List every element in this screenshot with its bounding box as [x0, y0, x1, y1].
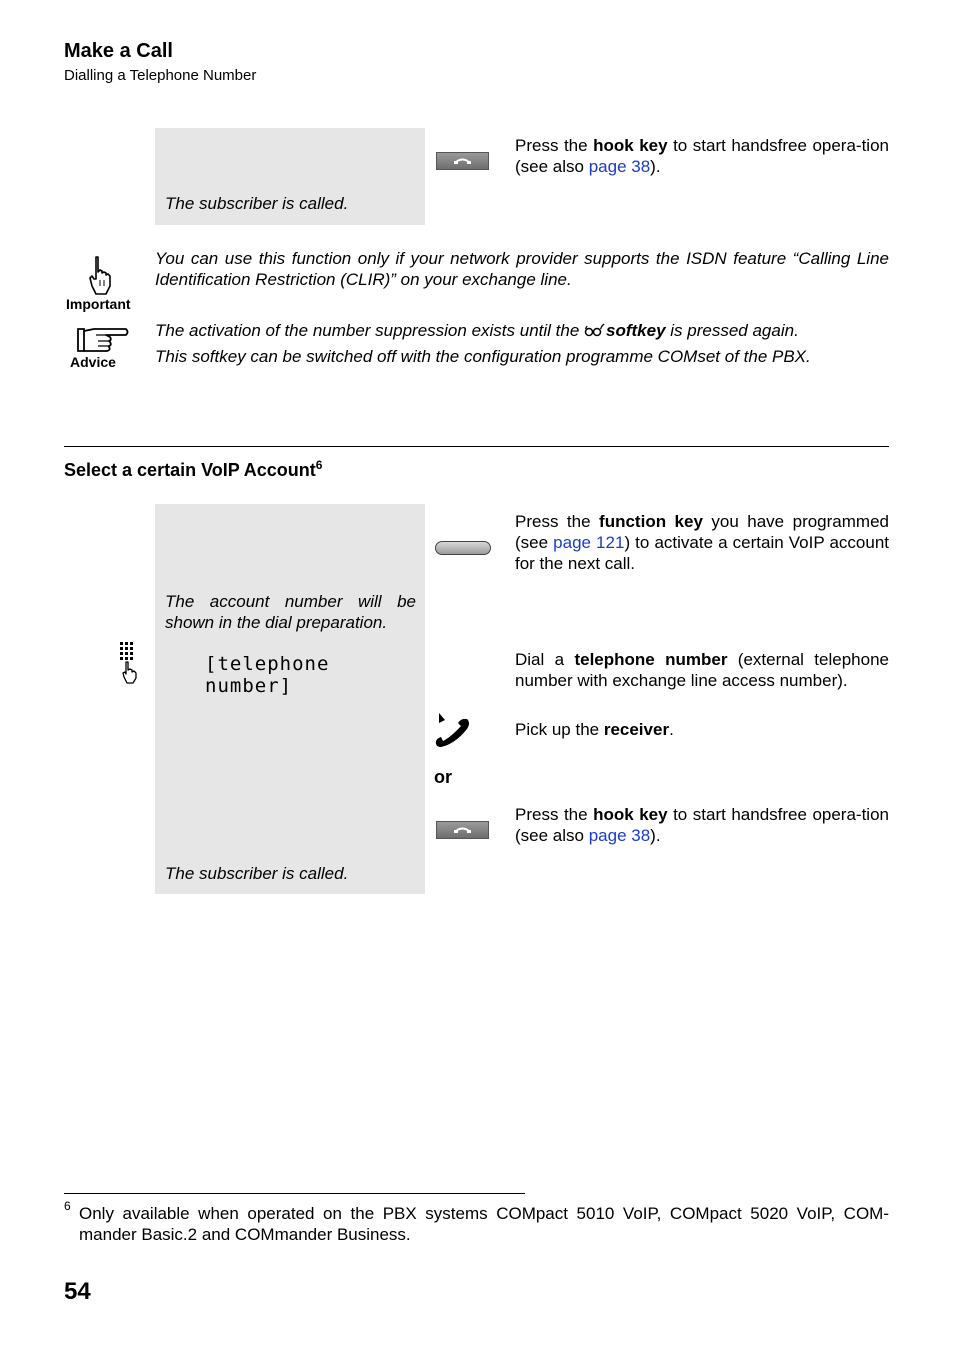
- handset-icon: [433, 711, 473, 749]
- hand-index-icon: [76, 325, 130, 353]
- function-key-icon: [435, 541, 491, 555]
- page-link[interactable]: page 38: [588, 157, 651, 176]
- or-label: or: [434, 767, 452, 787]
- chapter-title: Make a Call: [64, 40, 173, 62]
- display-box-top: [155, 128, 425, 225]
- softkey-glasses-icon: [584, 321, 606, 335]
- display-text: The subscriber is called.: [165, 194, 349, 213]
- pointing-hand-icon: [84, 254, 116, 296]
- page-number: 54: [64, 1278, 91, 1305]
- advice-line-2: This softkey can be switched off with the configuration programme COMset of the PBX.: [155, 347, 811, 366]
- keypad-icon: [116, 640, 142, 684]
- display-box-voip: [155, 504, 425, 894]
- footnote-number: 6: [64, 1199, 71, 1213]
- pickup-instruction: Pick up the receiver.: [515, 720, 674, 739]
- advice-label: Advice: [70, 354, 116, 370]
- function-key-instruction: Press the function key you have programmed (see page 121) to activate a certain VoIP account for the next call.: [515, 512, 890, 573]
- footnote-ref[interactable]: 6: [315, 458, 323, 472]
- section-title: Select a certain VoIP Account$^6$: [64, 458, 323, 480]
- display-text-called: The subscriber is called.: [165, 864, 349, 883]
- footnote-text: Only available when operated on the PBX systems COMpact 5010 VoIP, COMpact 5020 VoIP, COM-mander Basic.2 and COMmander Business.: [79, 1204, 889, 1244]
- chapter-subtitle: Dialling a Telephone Number: [64, 67, 257, 84]
- page-link[interactable]: page 38: [588, 826, 651, 845]
- dial-instruction: Dial a telephone number (external telephone number with exchange line access number).: [515, 650, 889, 690]
- display-text-account: The account number will be shown in the dial preparation.: [165, 592, 416, 632]
- hook-key-instruction: Press the hook key to start handsfree opera-tion (see also page 38).: [515, 805, 889, 845]
- important-text: You can use this function only if your network provider supports the ISDN feature “Calling Line Identification Restriction (CLIR)” on your exchange line.: [155, 249, 889, 289]
- hook-key-icon: [436, 152, 489, 170]
- hook-key-icon: [436, 821, 489, 839]
- important-label: Important: [66, 296, 131, 312]
- hook-key-instruction: Press the hook key to start handsfree opera-tion (see also page 38).: [515, 136, 889, 176]
- section-divider: [64, 446, 889, 447]
- display-telephone-number: [telephone number]: [205, 653, 330, 697]
- footnote-divider: [64, 1193, 525, 1194]
- page-link[interactable]: page 121: [553, 533, 625, 552]
- advice-line-1: The activation of the number suppression exists until the softkey is pressed again.: [155, 321, 799, 340]
